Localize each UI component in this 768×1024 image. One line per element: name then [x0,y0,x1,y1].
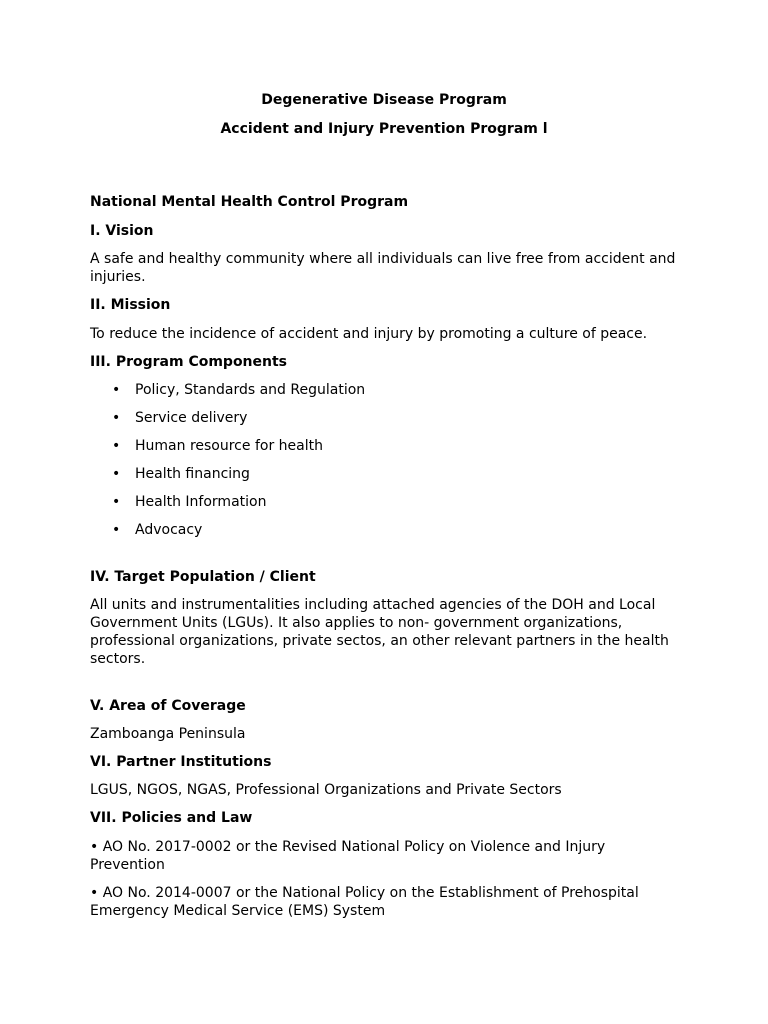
list-item-text: Human resource for health [135,438,323,454]
bullet-icon: • [112,494,121,510]
partners-text: LGUS, NGOS, NGAS, Professional Organizations and Private Sectors [90,782,562,798]
components-list [90,381,678,539]
policy-item: • AO No. 2017-0002 or the Revised National Policy on Violence and Injury Prevention [90,839,606,873]
list-item [90,437,678,455]
bullet-icon: • [112,382,121,398]
target-text: All units and instrumentalities including attached agencies of the DOH and Local Government Units (LGUs). It also applies to non- government organizations, professional organizations, private sectos, an other relevant partners in the health sectors. [90,597,669,667]
list-item [90,493,678,511]
components-heading: III. Program Components [90,354,288,370]
vision-text: A safe and healthy community where all individuals can live free from accident and injuries. [90,251,676,285]
list-item [90,465,678,483]
bullet-icon: • [112,466,121,482]
coverage-text: Zamboanga Peninsula [90,726,246,742]
document-subtitle: Accident and Injury Prevention Program l [220,121,548,137]
target-heading: IV. Target Population / Client [90,569,316,585]
list-item [90,521,678,539]
list-item [90,381,678,399]
mission-text: To reduce the incidence of accident and injury by promoting a culture of peace. [90,326,648,342]
mission-heading: II. Mission [90,297,171,313]
partners-heading: VI. Partner Institutions [90,754,272,770]
list-item-text: Health financing [135,466,250,482]
bullet-icon: • [112,522,121,538]
bullet-icon: • [112,438,121,454]
list-item-text: Advocacy [135,522,203,538]
bullet-icon: • [112,410,121,426]
policy-item: • AO No. 2014-0007 or the National Policy on the Establishment of Prehospital Emergency Medical Service (EMS) System [90,885,639,919]
document-title: Degenerative Disease Program [261,92,507,108]
policies-heading: VII. Policies and Law [90,810,253,826]
coverage-heading: V. Area of Coverage [90,698,246,714]
program-title: National Mental Health Control Program [90,194,409,210]
list-item-text: Policy, Standards and Regulation [135,382,366,398]
list-item [90,409,678,427]
list-item-text: Health Information [135,494,267,510]
vision-heading: I. Vision [90,223,154,239]
list-item-text: Service delivery [135,410,248,426]
